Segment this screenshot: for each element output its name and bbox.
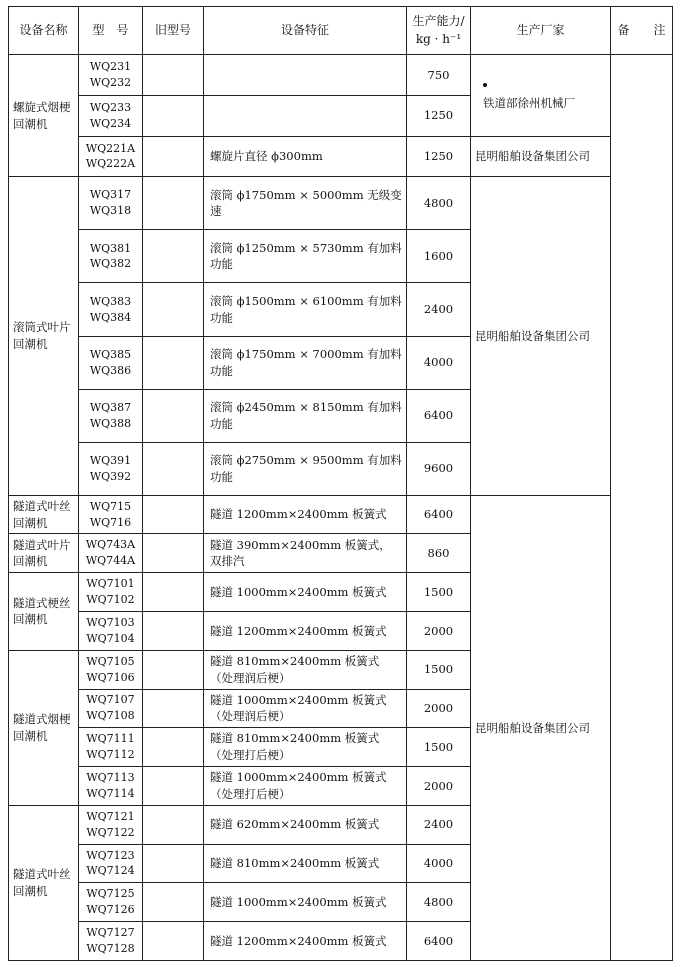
model-cell: WQ385 WQ386 <box>79 336 143 389</box>
features-cell: 螺旋片直径 ϕ300mm <box>204 136 407 177</box>
capacity-cell: 1500 <box>407 650 471 689</box>
features-cell: 隧道 1000mm×2400mm 板簧式（处理打后梗） <box>204 767 407 806</box>
maker-name: 铁道部徐州机械厂 <box>483 96 575 111</box>
model-cell: WQ221A WQ222A <box>79 136 143 177</box>
features-cell: 隧道 1200mm×2400mm 板簧式 <box>204 922 407 961</box>
old-model-cell <box>143 336 204 389</box>
capacity-cell: 1250 <box>407 136 471 177</box>
capacity-cell: 1500 <box>407 573 471 612</box>
table-row <box>9 55 673 96</box>
header-capacity <box>407 7 471 55</box>
features-cell: 滚筒 ϕ1750mm × 7000mm 有加料功能 <box>204 336 407 389</box>
capacity-cell: 1500 <box>407 728 471 767</box>
equipment-table <box>8 6 673 961</box>
header-capacity-unit: kg · h⁻¹ <box>415 31 462 46</box>
maker-name: 昆明船舶设备集团公司 <box>475 720 590 735</box>
old-model-cell <box>143 689 204 728</box>
model-cell: WQ381 WQ382 <box>79 230 143 283</box>
old-model-cell <box>143 442 204 495</box>
capacity-cell: 4800 <box>407 177 471 230</box>
bullet-dot-icon <box>483 83 487 87</box>
capacity-cell: 1250 <box>407 95 471 136</box>
maker-cell <box>471 495 611 960</box>
table-row <box>9 136 673 177</box>
old-model-cell <box>143 805 204 844</box>
features-cell: 隧道 1000mm×2400mm 板簧式 <box>204 883 407 922</box>
features-cell: 滚筒 ϕ2750mm × 9500mm 有加料功能 <box>204 442 407 495</box>
old-model-cell <box>143 728 204 767</box>
old-model-cell <box>143 136 204 177</box>
equipment-name-cell: 滚筒式叶片回潮机 <box>9 177 79 495</box>
model-cell: WQ7123 WQ7124 <box>79 844 143 883</box>
capacity-cell: 1600 <box>407 230 471 283</box>
model-cell: WQ233 WQ234 <box>79 95 143 136</box>
features-cell: 隧道 1200mm×2400mm 板簧式 <box>204 611 407 650</box>
capacity-cell: 2400 <box>407 805 471 844</box>
old-model-cell <box>143 389 204 442</box>
model-cell: WQ7111 WQ7112 <box>79 728 143 767</box>
capacity-cell: 2400 <box>407 283 471 336</box>
table-row <box>9 177 673 230</box>
old-model-cell <box>143 283 204 336</box>
header-remark: 备 注 <box>611 7 673 55</box>
model-cell: WQ715 WQ716 <box>79 495 143 534</box>
capacity-cell: 860 <box>407 534 471 573</box>
capacity-cell: 4800 <box>407 883 471 922</box>
old-model-cell <box>143 883 204 922</box>
equipment-name-cell: 隧道式烟梗回潮机 <box>9 650 79 805</box>
header-row <box>9 7 673 55</box>
model-cell: WQ7121 WQ7122 <box>79 805 143 844</box>
capacity-cell: 6400 <box>407 495 471 534</box>
equipment-name-cell: 隧道式叶丝回潮机 <box>9 805 79 960</box>
maker-name: 昆明船舶设备集团公司 <box>475 149 590 164</box>
header-maker: 生产厂家 <box>471 7 611 55</box>
capacity-cell: 6400 <box>407 389 471 442</box>
maker-cell <box>471 136 611 177</box>
features-cell: 隧道 390mm×2400mm 板簧式，双排汽 <box>204 534 407 573</box>
old-model-cell <box>143 611 204 650</box>
old-model-cell <box>143 922 204 961</box>
capacity-cell: 6400 <box>407 922 471 961</box>
old-model-cell <box>143 55 204 96</box>
old-model-cell <box>143 844 204 883</box>
features-cell <box>204 95 407 136</box>
old-model-cell <box>143 767 204 806</box>
header-model: 型 号 <box>79 7 143 55</box>
capacity-cell: 2000 <box>407 767 471 806</box>
remark-cell <box>611 55 673 961</box>
capacity-cell: 750 <box>407 55 471 96</box>
old-model-cell <box>143 230 204 283</box>
features-cell: 隧道 1000mm×2400mm 板簧式 <box>204 573 407 612</box>
maker-name: 昆明船舶设备集团公司 <box>475 328 590 343</box>
features-cell: 隧道 810mm×2400mm 板簧式（处理润后梗） <box>204 650 407 689</box>
capacity-cell: 2000 <box>407 611 471 650</box>
model-cell: WQ383 WQ384 <box>79 283 143 336</box>
model-cell: WQ231 WQ232 <box>79 55 143 96</box>
old-model-cell <box>143 650 204 689</box>
model-cell: WQ7113 WQ7114 <box>79 767 143 806</box>
capacity-cell: 9600 <box>407 442 471 495</box>
header-name: 设备名称 <box>9 7 79 55</box>
header-old-model: 旧型号 <box>143 7 204 55</box>
model-cell: WQ317 WQ318 <box>79 177 143 230</box>
model-cell: WQ7101 WQ7102 <box>79 573 143 612</box>
model-cell: WQ7125 WQ7126 <box>79 883 143 922</box>
maker-cell <box>471 177 611 495</box>
model-cell: WQ7127 WQ7128 <box>79 922 143 961</box>
features-cell: 滚筒 ϕ2450mm × 8150mm 有加料功能 <box>204 389 407 442</box>
equipment-name-cell: 隧道式叶丝回潮机 <box>9 495 79 534</box>
model-cell: WQ391 WQ392 <box>79 442 143 495</box>
equipment-name-cell: 螺旋式烟梗回潮机 <box>9 55 79 177</box>
features-cell: 隧道 810mm×2400mm 板簧式（处理打后梗） <box>204 728 407 767</box>
features-cell: 隧道 1200mm×2400mm 板簧式 <box>204 495 407 534</box>
old-model-cell <box>143 573 204 612</box>
model-cell: WQ387 WQ388 <box>79 389 143 442</box>
old-model-cell <box>143 177 204 230</box>
features-cell: 滚筒 ϕ1250mm × 5730mm 有加料功能 <box>204 230 407 283</box>
header-capacity-label: 生产能力/ <box>412 14 465 29</box>
model-cell: WQ743A WQ744A <box>79 534 143 573</box>
model-cell: WQ7107 WQ7108 <box>79 689 143 728</box>
features-cell: 滚筒 ϕ1500mm × 6100mm 有加料功能 <box>204 283 407 336</box>
model-cell: WQ7105 WQ7106 <box>79 650 143 689</box>
equipment-name-cell: 隧道式叶片回潮机 <box>9 534 79 573</box>
header-features: 设备特征 <box>204 7 407 55</box>
features-cell: 隧道 620mm×2400mm 板簧式 <box>204 805 407 844</box>
features-cell: 隧道 810mm×2400mm 板簧式 <box>204 844 407 883</box>
capacity-cell: 4000 <box>407 336 471 389</box>
capacity-cell: 2000 <box>407 689 471 728</box>
old-model-cell <box>143 95 204 136</box>
features-cell: 隧道 1000mm×2400mm 板簧式（处理润后梗） <box>204 689 407 728</box>
features-cell <box>204 55 407 96</box>
table-row <box>9 495 673 534</box>
old-model-cell <box>143 534 204 573</box>
model-cell: WQ7103 WQ7104 <box>79 611 143 650</box>
old-model-cell <box>143 495 204 534</box>
features-cell: 滚筒 ϕ1750mm × 5000mm 无级变速 <box>204 177 407 230</box>
equipment-name-cell: 隧道式梗丝回潮机 <box>9 573 79 651</box>
capacity-cell: 4000 <box>407 844 471 883</box>
maker-cell <box>471 55 611 137</box>
